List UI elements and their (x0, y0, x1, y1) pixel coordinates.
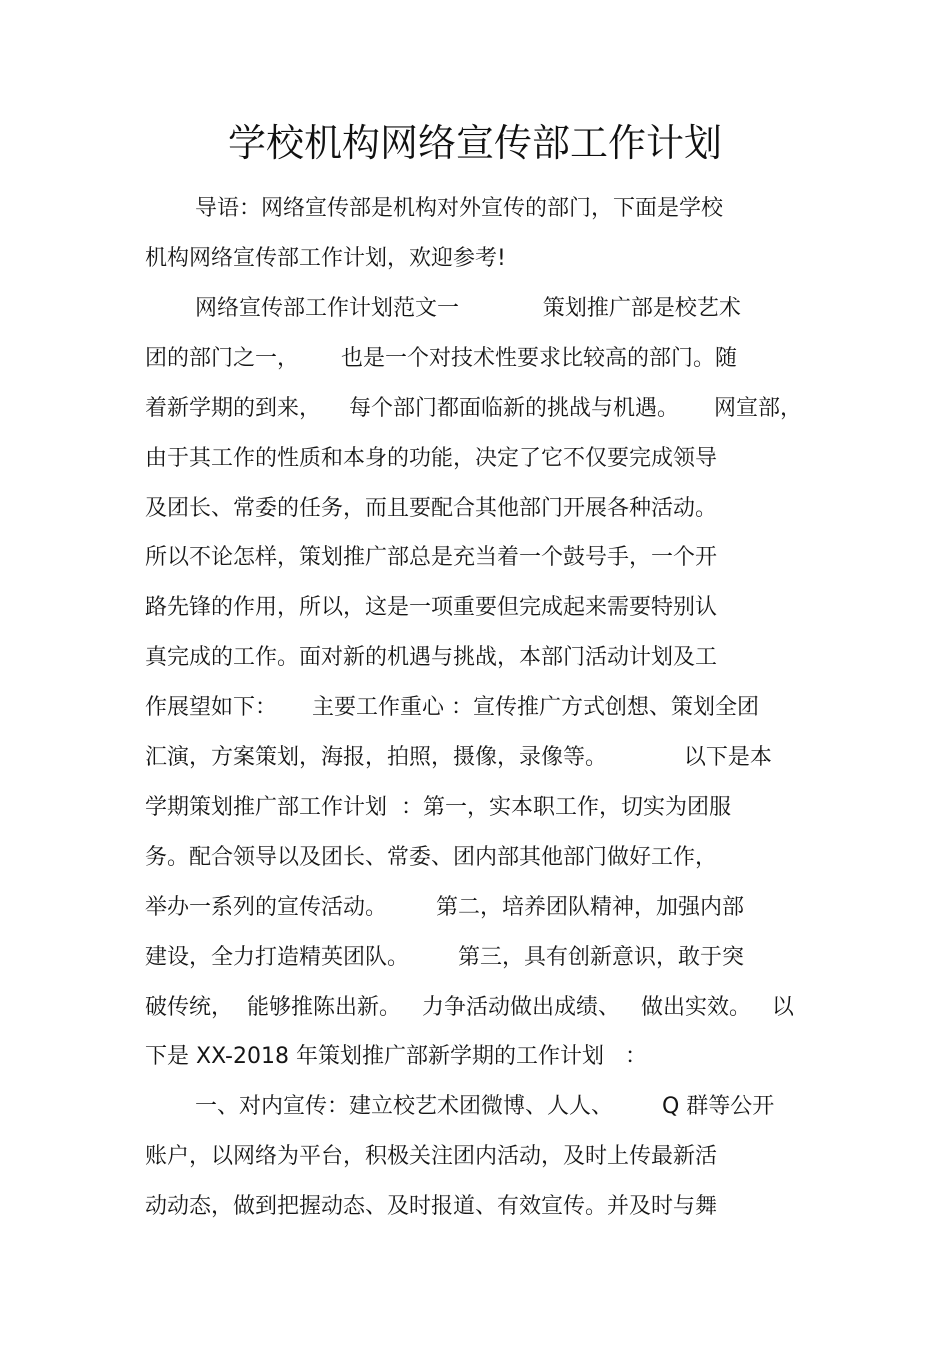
paragraph-line: 导语：网络宣传部是机构对外宣传的部门，下面是学校 (195, 196, 724, 221)
paragraph-line: 所以不论怎样，策划推广部总是充当着一个鼓号手，一个开 (145, 545, 718, 570)
paragraph-line: 动动态，做到把握动态、及时报道、有效宣传。并及时与舞 (145, 1194, 718, 1219)
paragraph-line: 学期策划推广部工作计划 ：第一，实本职工作，切实为团服 (145, 795, 731, 820)
document-title: 学校机构网络宣传部工作计划 (227, 121, 722, 165)
paragraph-line: 举办一系列的宣传活动。 第二，培养团队精神，加强内部 (145, 895, 744, 920)
paragraph-line: 一、对内宣传：建立校艺术团微博、人人、 Q 群等公开 (195, 1094, 775, 1119)
paragraph-line: 破传统， 能够推陈出新。 力争活动做出成绩、 做出实效。 以 (145, 995, 794, 1020)
paragraph-line: 及团长、常委的任务，而且要配合其他部门开展各种活动。 (145, 496, 718, 521)
paragraph-line: 团的部门之一， 也是一个对技术性要求比较高的部门。随 (145, 346, 737, 371)
paragraph-line: 由于其工作的性质和本身的功能，决定了它不仅要完成领导 (145, 446, 718, 471)
paragraph-line: 作展望如下： 主要工作重心 ：宣传推广方式创想、策划全团 (145, 695, 759, 720)
paragraph-line: 机构网络宣传部工作计划，欢迎参考! (145, 246, 506, 271)
paragraph-line: 账户，以网络为平台，积极关注团内活动，及时上传最新活 (145, 1144, 718, 1169)
paragraph-line: 务。配合领导以及团长、常委、团内部其他部门做好工作， (145, 845, 718, 870)
paragraph-line: 路先锋的作用，所以，这是一项重要但完成起来需要特别认 (145, 595, 718, 620)
paragraph-line: 着新学期的到来， 每个部门都面临新的挑战与机遇。 网宣部， (145, 396, 802, 421)
paragraph-line: 汇演，方案策划，海报，拍照，摄像，录像等。 以下是本 (145, 745, 772, 770)
paragraph-line: 网络宣传部工作计划范文一 策划推广部是校艺术 (195, 296, 741, 321)
paragraph-line: 下是 XX-2018 年策划推广部新学期的工作计划 ： (145, 1044, 647, 1069)
paragraph-line: 真完成的工作。面对新的机遇与挑战，本部门活动计划及工 (145, 645, 718, 670)
paragraph-line: 建设，全力打造精英团队。 第三，具有创新意识，敢于突 (145, 945, 744, 970)
